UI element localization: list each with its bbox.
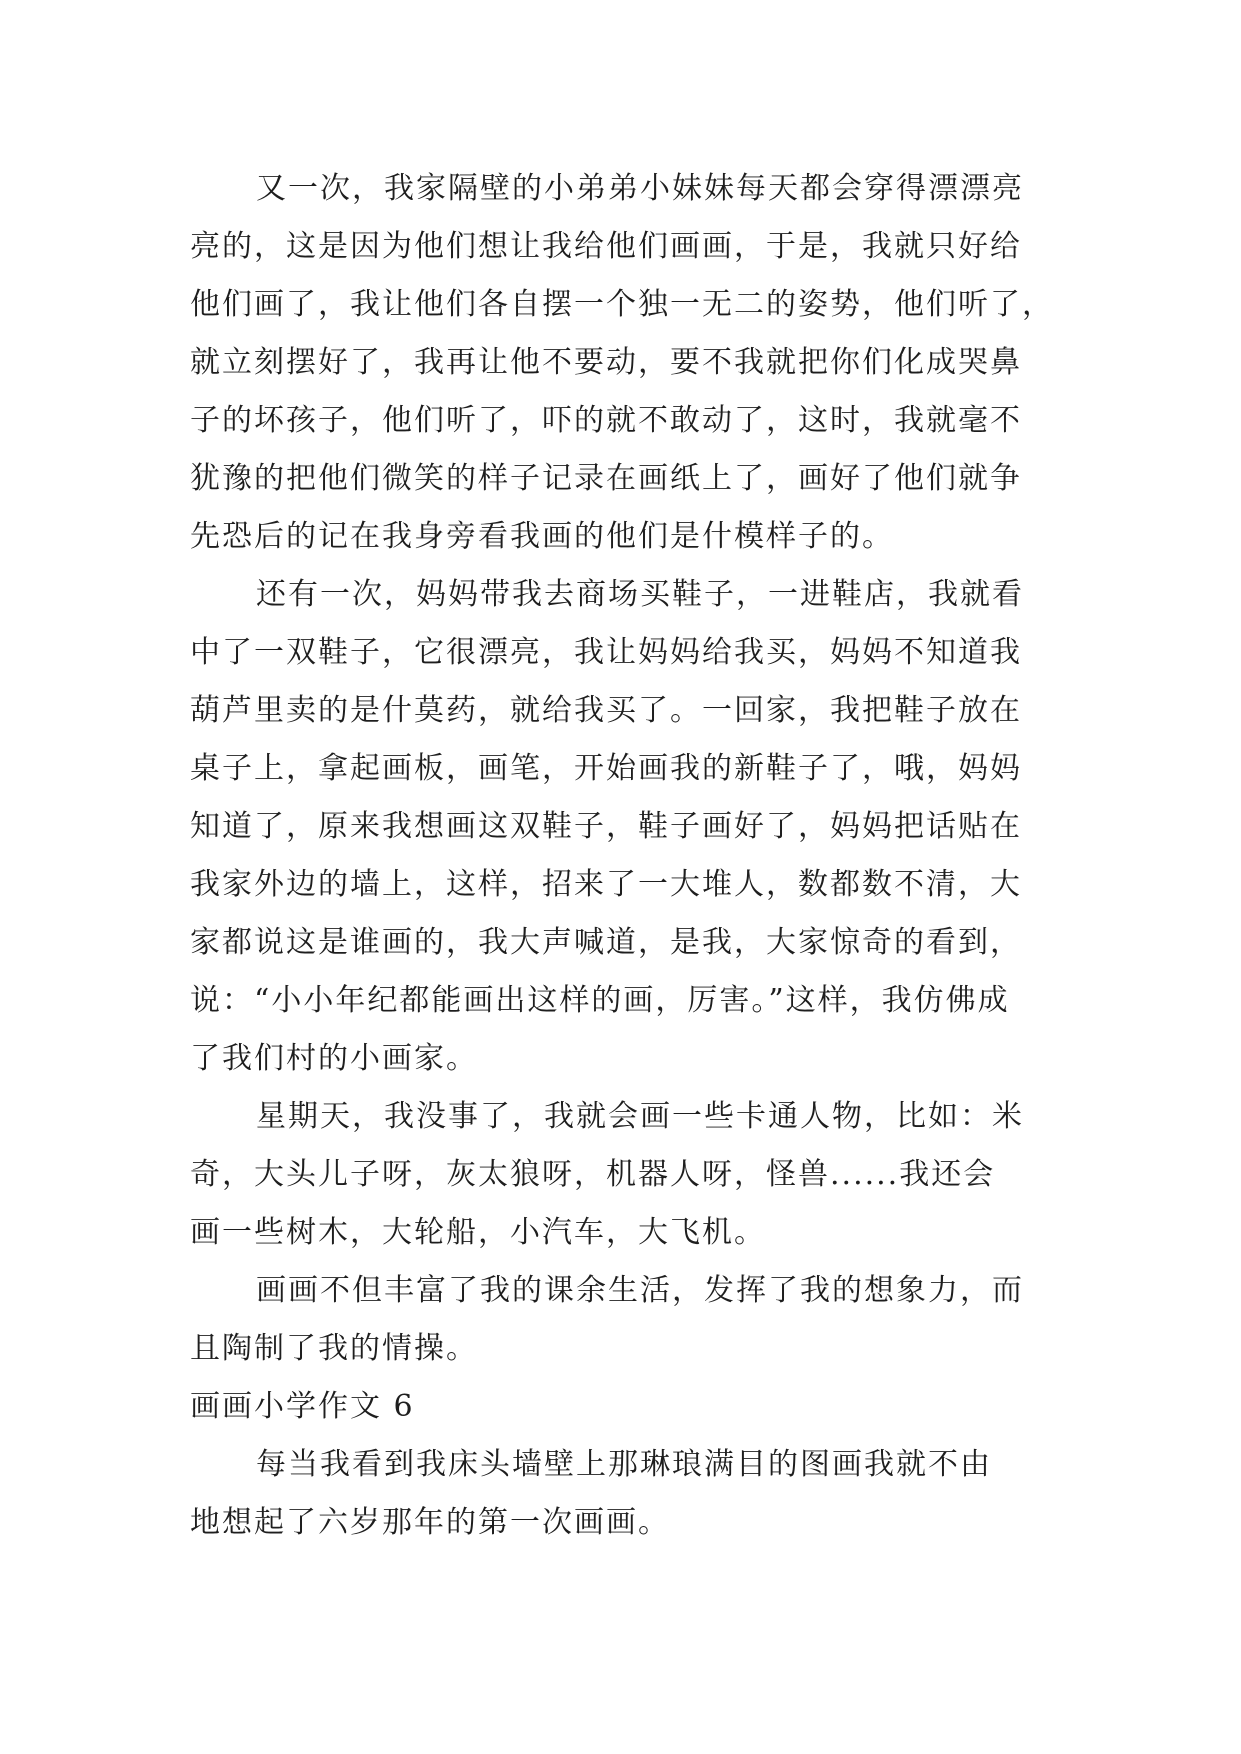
paragraph-1-line-7: 先恐后的记在我身旁看我画的他们是什模样子的。 [190, 519, 894, 554]
paragraph-2-line-5: 知道了，原来我想画这双鞋子，鞋子画好了，妈妈把话贴在 [190, 809, 1022, 844]
paragraph-2-line-8: 说：“小小年纪都能画出这样的画，厉害。”这样，我仿佛成 [190, 983, 1010, 1018]
paragraph-1-line-2: 亮的，这是因为他们想让我给他们画画，于是，我就只好给 [190, 229, 1022, 264]
paragraph-2-line-3: 葫芦里卖的是什莫药，就给我买了。一回家，我把鞋子放在 [190, 693, 1022, 728]
paragraph-3-line-1: 星期天，我没事了，我就会画一些卡通人物，比如：米 [256, 1099, 1024, 1134]
paragraph-3-line-2: 奇，大头儿子呀，灰太狼呀，机器人呀，怪兽......我还会 [190, 1157, 996, 1192]
section-heading: 画画小学作文 6 [190, 1389, 415, 1424]
paragraph-3-line-3: 画一些树木，大轮船，小汽车，大飞机。 [190, 1215, 766, 1250]
paragraph-5-line-1: 每当我看到我床头墙壁上那琳琅满目的图画我就不由 [256, 1447, 992, 1482]
paragraph-1-line-6: 犹豫的把他们微笑的样子记录在画纸上了，画好了他们就争 [190, 461, 1022, 496]
paragraph-1-line-1: 又一次，我家隔壁的小弟弟小妹妹每天都会穿得漂漂亮 [256, 171, 1024, 206]
paragraph-4-line-1: 画画不但丰富了我的课余生活，发挥了我的想象力，而 [256, 1273, 1024, 1308]
paragraph-2-line-4: 桌子上，拿起画板，画笔，开始画我的新鞋子了，哦，妈妈 [190, 751, 1022, 786]
paragraph-2-line-6: 我家外边的墙上，这样，招来了一大堆人，数都数不清，大 [190, 867, 1022, 902]
paragraph-2-line-7: 家都说这是谁画的，我大声喊道，是我，大家惊奇的看到， [190, 925, 1022, 960]
paragraph-2-line-1: 还有一次，妈妈带我去商场买鞋子，一进鞋店，我就看 [256, 577, 1024, 612]
paragraph-5-line-2: 地想起了六岁那年的第一次画画。 [190, 1505, 670, 1540]
paragraph-4-line-2: 且陶制了我的情操。 [190, 1331, 478, 1366]
paragraph-1-line-4: 就立刻摆好了，我再让他不要动，要不我就把你们化成哭鼻 [190, 345, 1022, 380]
paragraph-1-line-5: 子的坏孩子，他们听了，吓的就不敢动了，这时，我就毫不 [190, 403, 1022, 438]
paragraph-2-line-9: 了我们村的小画家。 [190, 1041, 478, 1076]
paragraph-1-line-3: 他们画了，我让他们各自摆一个独一无二的姿势，他们听了， [190, 287, 1054, 322]
paragraph-2-line-2: 中了一双鞋子，它很漂亮，我让妈妈给我买，妈妈不知道我 [190, 635, 1022, 670]
